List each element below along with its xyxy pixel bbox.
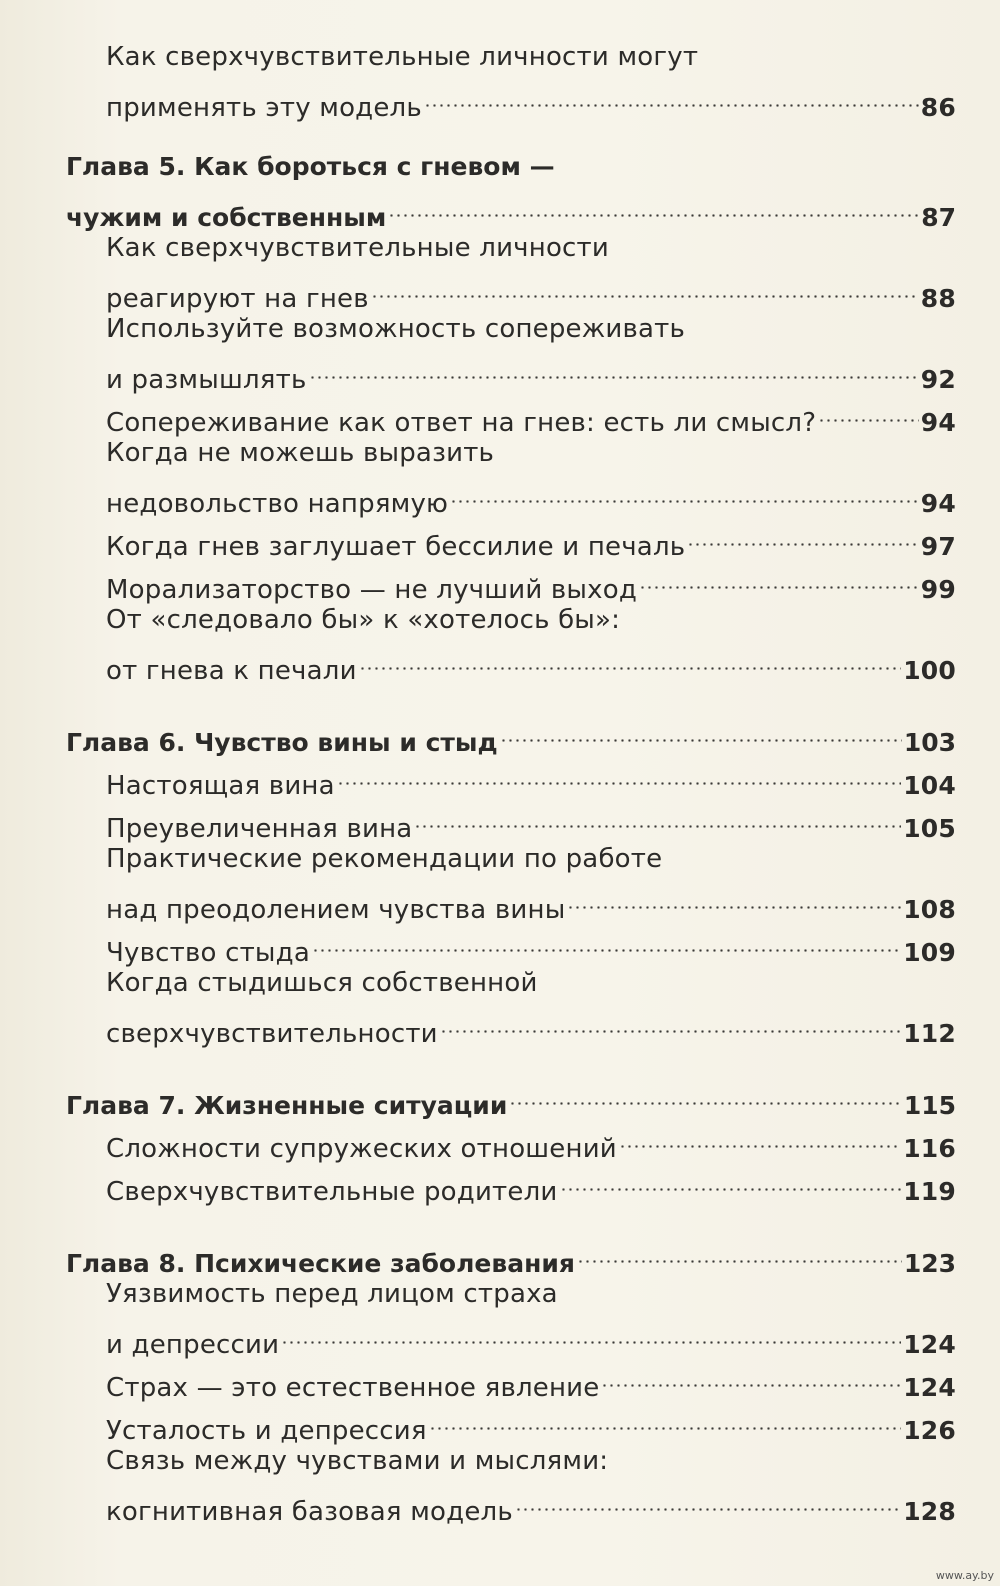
toc-section: [106, 1399, 956, 1446]
page-number: 88: [920, 284, 956, 313]
toc-entry-row: [106, 1480, 956, 1527]
page-number: 126: [903, 1416, 956, 1445]
toc-section: [106, 1160, 956, 1207]
toc-entry-title-line: Преувеличенная вина: [106, 814, 413, 844]
page-number: 105: [903, 814, 956, 843]
dot-leader: [560, 1160, 902, 1200]
dot-leader: [440, 1002, 901, 1042]
toc-entry-title-line: От «следовало бы» к «хотелось бы»:: [106, 605, 621, 635]
toc-entry-title-line: от гнева к печали: [106, 656, 357, 686]
toc-chapter: [66, 148, 956, 232]
toc-entry-row: [106, 391, 956, 438]
dot-leader: [450, 472, 919, 512]
toc-section: [106, 1356, 956, 1403]
toc-entry-row: [106, 1160, 956, 1207]
toc-section: [106, 840, 956, 925]
toc-entry-title-line: Морализаторство — не лучший выход: [106, 575, 638, 605]
page-number: 108: [903, 895, 956, 924]
toc-entry-row: [66, 1074, 956, 1120]
toc-entry-title-line: Усталость и депрессия: [106, 1416, 427, 1446]
toc-entry-title-line: Когда не можешь выразить: [106, 438, 495, 468]
page-number: 119: [903, 1177, 956, 1206]
dot-leader: [359, 639, 902, 679]
toc-section: [106, 921, 956, 968]
toc-section: [106, 1275, 956, 1360]
toc-entry-title-line: недовольство напрямую: [106, 489, 449, 519]
toc-section: [106, 964, 956, 1049]
page-number: 115: [903, 1091, 956, 1120]
toc-entry-title-line: Как сверхчувствительные личности: [106, 233, 609, 263]
page-number: 99: [920, 575, 956, 604]
page-number: 103: [903, 728, 956, 757]
page-number: 128: [903, 1497, 956, 1526]
toc-entry-title-line: Связь между чувствами и мыслями:: [106, 1446, 609, 1476]
toc-chapter: [66, 1232, 956, 1278]
toc-entry-row: [106, 472, 956, 519]
dot-leader: [429, 1399, 901, 1439]
toc-entry-title-line: Когда гнев заглушает бессилие и печаль: [106, 532, 686, 562]
toc-entry-title-line: Сложности супружеских отношений: [106, 1134, 617, 1164]
page-number: 94: [920, 408, 956, 437]
dot-leader: [577, 1232, 902, 1272]
toc-section: [106, 229, 956, 314]
toc-entry-title-line: Страх — это естественное явление: [106, 1373, 600, 1403]
dot-leader: [414, 797, 901, 837]
toc-section: [106, 558, 956, 605]
dot-leader: [424, 76, 919, 116]
toc-entry-title-line: Уязвимость перед лицом страха: [106, 1279, 558, 1309]
toc-section: [106, 1117, 956, 1164]
page-number: 124: [903, 1330, 956, 1359]
toc-entry-row: [106, 1313, 956, 1360]
page-number: 97: [920, 532, 956, 561]
toc-section: [106, 515, 956, 562]
dot-leader: [371, 267, 919, 307]
page-number: 92: [920, 365, 956, 394]
toc-entry-row: [106, 1117, 956, 1164]
toc-entry-title-line: Сверхчувствительные родители: [106, 1177, 558, 1207]
toc-section: [106, 754, 956, 801]
dot-leader: [601, 1356, 901, 1396]
page-number: 104: [903, 771, 956, 800]
toc-section: [106, 1442, 956, 1527]
toc-section: [106, 391, 956, 438]
dot-leader: [388, 186, 919, 226]
dot-leader: [312, 921, 901, 961]
dot-leader: [509, 1074, 901, 1114]
toc-entry-title-line: и размышлять: [106, 365, 307, 395]
toc-entry-row: [106, 921, 956, 968]
toc-entry-row: [106, 797, 956, 844]
dot-leader: [818, 391, 919, 431]
toc-entry-row: [66, 711, 956, 757]
toc-entry-row: [106, 754, 956, 801]
toc-chapter: [66, 1074, 956, 1120]
dot-leader: [515, 1480, 901, 1520]
page-number: 109: [903, 938, 956, 967]
toc-entry-title-line: Когда стыдишься собственной: [106, 968, 538, 998]
toc-entry-title-line: реагируют на гнев: [106, 284, 369, 314]
toc-entry-title-line: когнитивная базовая модель: [106, 1497, 513, 1527]
toc-entry-title-line: и депрессии: [106, 1330, 280, 1360]
toc-entry-row: [106, 639, 956, 686]
toc-entry-row: [66, 1232, 956, 1278]
toc-entry-row: [106, 878, 956, 925]
toc-entry-title-line: Настоящая вина: [106, 771, 335, 801]
page-number: 87: [921, 203, 956, 232]
dot-leader: [500, 711, 902, 751]
toc-entry-row: [106, 76, 956, 123]
page-number: 112: [903, 1019, 956, 1048]
toc-entry-title-line: Глава 7. Жизненные ситуации: [66, 1091, 508, 1120]
toc-entry-row: [106, 267, 956, 314]
toc-entry-title-line: Практические рекомендации по работе: [106, 844, 663, 874]
toc-entry-row: [106, 348, 956, 395]
toc-entry-row: [106, 558, 956, 605]
toc-section: [106, 310, 956, 395]
dot-leader: [309, 348, 919, 388]
toc-entry-title-line: Глава 6. Чувство вины и стыд: [66, 728, 498, 757]
toc-entry-title-line: над преодолением чувства вины: [106, 895, 566, 925]
toc-entry-title-line: Глава 8. Психические заболевания: [66, 1249, 575, 1278]
toc-chapter: [66, 711, 956, 757]
toc-entry-title-line: Сопереживание как ответ на гнев: есть ли смысл?: [106, 408, 817, 438]
dot-leader: [281, 1313, 901, 1353]
dot-leader: [687, 515, 919, 555]
toc-entry-title-line: Используйте возможность сопереживать: [106, 314, 685, 344]
toc-entry-row: [106, 515, 956, 562]
toc-entry-title-line: Как сверхчувствительные личности могут: [106, 42, 699, 72]
toc-entry-row: [66, 186, 956, 232]
dot-leader: [639, 558, 919, 598]
toc-entry-title-line: чужим и собственным: [66, 203, 387, 232]
toc-entry-title-line: сверхчувствительности: [106, 1019, 438, 1049]
table-of-contents: [66, 38, 956, 1527]
toc-entry-row: [106, 1356, 956, 1403]
dot-leader: [337, 754, 901, 794]
watermark: www.ay.by: [935, 1569, 994, 1582]
toc-section: [106, 601, 956, 686]
toc-entry-row: [106, 1399, 956, 1446]
dot-leader: [619, 1117, 901, 1157]
toc-section: [106, 434, 956, 519]
toc-section: [106, 38, 956, 123]
page-number: 123: [903, 1249, 956, 1278]
page-number: 100: [903, 656, 956, 685]
dot-leader: [567, 878, 901, 918]
toc-entry-title-line: Чувство стыда: [106, 938, 310, 968]
toc-entry-title-line: применять эту модель: [106, 93, 422, 123]
page-number: 116: [903, 1134, 956, 1163]
page-number: 86: [920, 93, 956, 122]
toc-entry-row: [106, 1002, 956, 1049]
toc-entry-title-line: Глава 5. Как бороться с гневом —: [66, 152, 555, 181]
page-number: 124: [903, 1373, 956, 1402]
page-number: 94: [920, 489, 956, 518]
toc-section: [106, 797, 956, 844]
